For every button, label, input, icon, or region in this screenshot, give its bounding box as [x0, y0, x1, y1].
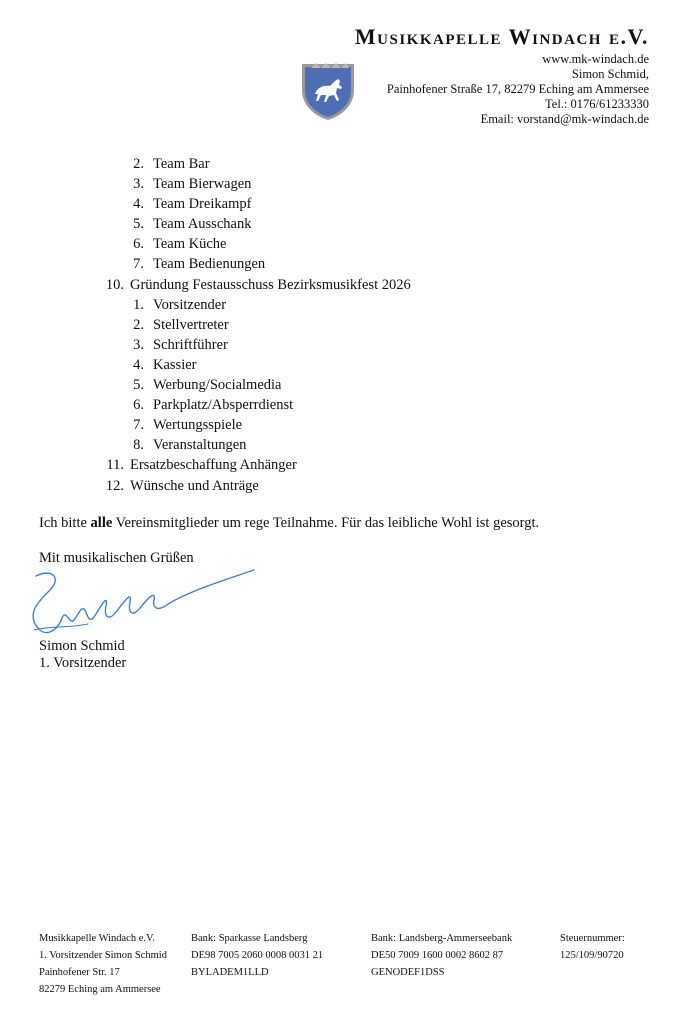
agenda-item-text: Parkplatz/Absperrdienst	[153, 397, 294, 414]
agenda-item-number: 12.	[105, 477, 124, 494]
agenda-item-text: Stellvertreter	[153, 316, 229, 333]
agenda-item	[0, 275, 693, 295]
agenda-item-number: 5.	[133, 377, 144, 394]
closing-text-bold: alle	[90, 515, 113, 531]
agenda-item-text: Kassier	[153, 356, 197, 373]
agenda-item	[0, 435, 693, 455]
horse-crest-icon	[299, 60, 357, 122]
agenda-item-number: 3.	[133, 336, 144, 353]
agenda-item-text: Werbung/Socialmedia	[153, 377, 282, 394]
footer-line: DE50 7009 1600 0002 8602 87	[371, 950, 504, 961]
agenda-item	[0, 395, 693, 415]
agenda-item	[0, 174, 693, 194]
website-line: www.mk-windach.de	[542, 52, 649, 66]
agenda-item	[0, 234, 693, 254]
footer-bank-1-column	[191, 930, 323, 981]
footer-tax-column	[560, 930, 625, 964]
agenda-item-text: Wünsche und Anträge	[130, 477, 259, 494]
footer-line: Painhofener Str. 17	[39, 967, 120, 978]
agenda-item	[0, 455, 693, 475]
footer-line: Bank: Landsberg-Ammerseebank	[371, 933, 513, 944]
agenda-item	[0, 254, 693, 274]
agenda-item-text: Veranstaltungen	[153, 437, 247, 454]
agenda-list	[0, 154, 693, 496]
footer-bank-2-column	[371, 930, 512, 981]
footer-line: 82279 Eching am Ammersee	[39, 984, 161, 995]
agenda-item-text: Schriftführer	[153, 336, 228, 353]
closing-text-end: Vereinsmitglieder um rege Teilnahme. Für das leibliche Wohl ist gesorgt.	[112, 515, 540, 531]
agenda-item-number: 2.	[133, 156, 144, 172]
agenda-item-text: Gründung Festausschuss Bezirksmusikfest 2026	[130, 276, 411, 293]
agenda-item	[0, 214, 693, 234]
agenda-item-text: Team Dreikampf	[153, 196, 252, 213]
agenda-item-number: 4.	[133, 196, 144, 213]
footer-line: DE98 7005 2060 0008 0031 21	[191, 950, 324, 961]
footer-line: GENODEF1DSS	[371, 967, 445, 978]
footer-line: Steuernummer:	[560, 933, 625, 944]
agenda-item	[0, 375, 693, 395]
greeting: Mit musikalischen Grüßen	[39, 550, 194, 566]
agenda-item-number: 11.	[106, 457, 124, 474]
agenda-item-number: 2.	[133, 316, 144, 333]
footer-line: 125/109/90720	[560, 950, 624, 961]
agenda-item-number: 3.	[133, 176, 144, 193]
signer-role: 1. Vorsitzender	[39, 655, 127, 671]
agenda-item	[0, 355, 693, 375]
agenda-item	[0, 335, 693, 355]
email-line: Email: vorstand@mk-windach.de	[480, 112, 649, 126]
agenda-item-number: 10.	[105, 276, 124, 293]
address-line: Painhofener Straße 17, 82279 Eching am Ammersee	[386, 82, 649, 96]
agenda-item-number: 5.	[133, 216, 144, 233]
handwritten-signature	[28, 568, 260, 648]
agenda-item	[0, 476, 693, 496]
contact-name-line: Simon Schmid,	[571, 67, 649, 81]
agenda-item-number: 6.	[133, 236, 144, 253]
agenda-item-text: Team Bedienungen	[153, 256, 266, 273]
footer-line: Bank: Sparkasse Landsberg	[191, 933, 308, 944]
agenda-item-text: Team Küche	[153, 236, 227, 253]
agenda-item-text: Vorsitzender	[153, 296, 227, 313]
agenda-item-number: 4.	[133, 356, 144, 373]
agenda-item	[0, 415, 693, 435]
agenda-item	[0, 315, 693, 335]
organization-title: Musikkapelle Windach e.V.	[354, 24, 649, 49]
agenda-item	[0, 194, 693, 214]
closing-sentence	[39, 515, 539, 532]
closing-text-start: Ich bitte	[39, 515, 91, 531]
footer-organization-column	[39, 930, 167, 998]
footer-line: 1. Vorsitzender Simon Schmid	[39, 950, 167, 961]
agenda-item-text: Team Bierwagen	[153, 176, 252, 193]
agenda-item	[0, 295, 693, 315]
footer-line: BYLADEM1LLD	[191, 967, 269, 978]
phone-line: Tel.: 0176/61233330	[545, 97, 649, 111]
agenda-item-number: 1.	[133, 296, 144, 313]
agenda-item-text: Team Bar	[153, 156, 210, 172]
agenda-item-text: Ersatzbeschaffung Anhänger	[130, 457, 297, 474]
footer-line: Musikkapelle Windach e.V.	[39, 933, 155, 944]
agenda-item-text: Wertungsspiele	[153, 417, 243, 434]
signer-name: Simon Schmid	[39, 638, 125, 654]
agenda-item-number: 7.	[133, 256, 144, 273]
agenda-item-text: Team Ausschank	[153, 216, 252, 233]
agenda-item-number: 7.	[133, 417, 144, 434]
agenda-item-number: 8.	[133, 437, 144, 454]
agenda-item	[0, 154, 693, 174]
organization-contact-block	[387, 52, 649, 127]
agenda-item-number: 6.	[133, 397, 144, 414]
